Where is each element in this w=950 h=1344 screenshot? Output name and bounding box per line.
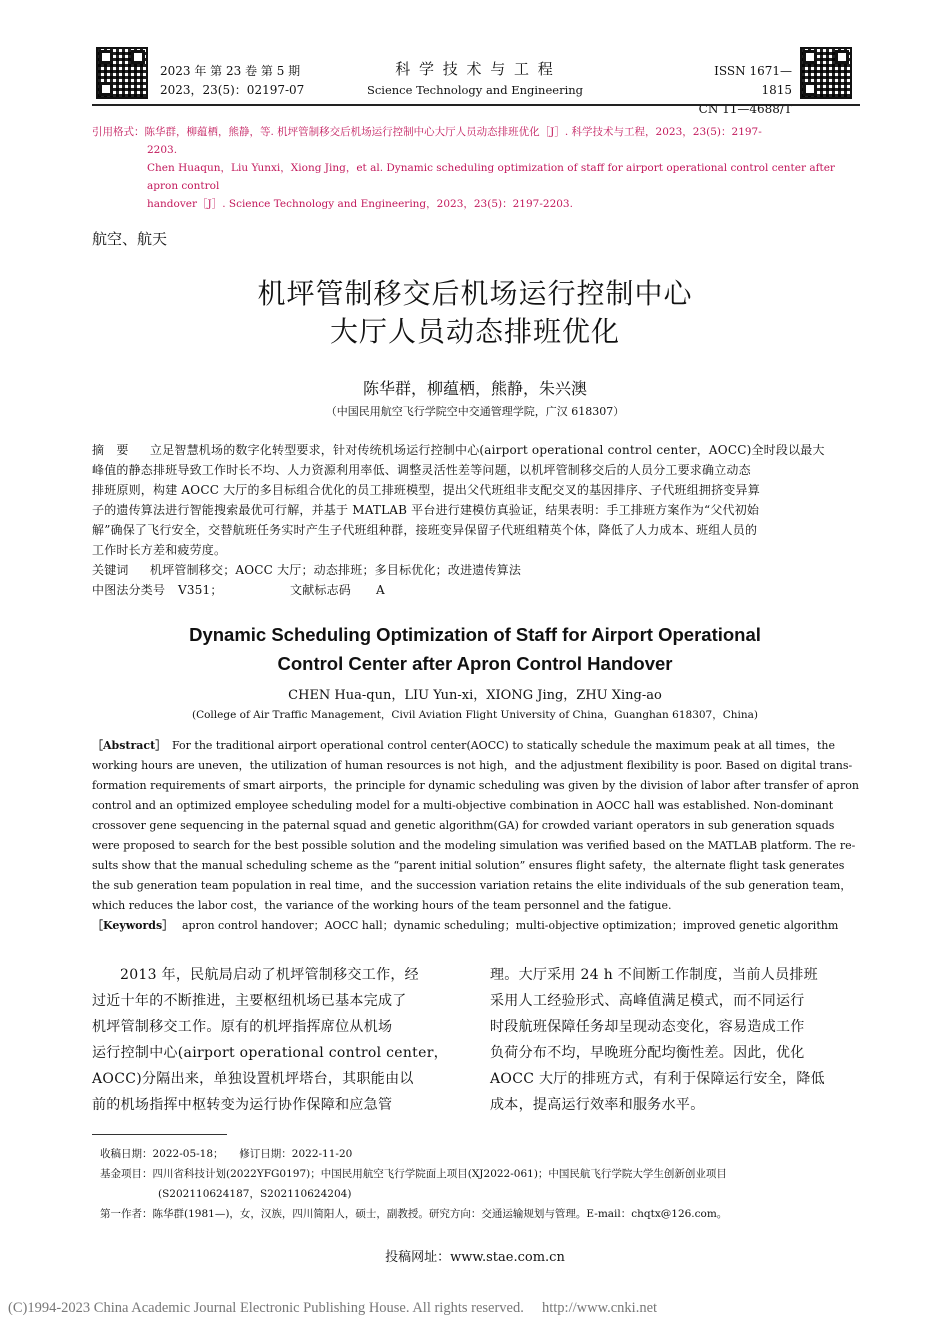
abstract-cn-line6: 工作时长方差和疲劳度。 (92, 543, 227, 557)
abstract-cn-line1: 立足智慧机场的数字化转型要求，针对传统机场运行控制中心(airport operational control center，AOCC)全时段以最大 (150, 443, 825, 457)
title-cn-line1: 机坪管制移交后机场运行控制中心 (257, 277, 693, 310)
abstract-cn-line5: 解”确保了飞行安全，交替航班任务实时产生子代班组种群，接班变异保留子代班组精英个体，降低了人力成本、班组人员的 (92, 523, 758, 537)
section-label: 航空、航天 (92, 230, 168, 248)
keywords-cn-text: 机坪管制移交；AOCC 大厅；动态排班；多目标优化；改进遗传算法 (150, 563, 522, 577)
body-right-line5: AOCC 大厅的排班方式，有利于保障运行安全，降低 (490, 1071, 825, 1087)
header-right-line1: ISSN 1671—1815 (714, 64, 792, 97)
keywords-en-label: ［Keywords］ (92, 919, 174, 932)
abstract-en-line2: working hours are uneven，the utilization of human resources is not high，and the adjustment flexibility is poor. Based on digital trans- (92, 759, 853, 772)
copyright-notice: (C)1994-2023 China Academic Journal Electronic Publishing House. All rights reserved. http://www.cnki.net (8, 1300, 658, 1316)
abstract-en-label: ［Abstract］ (92, 739, 167, 752)
submission-url: 投稿网址：www.stae.com.cn (385, 1250, 565, 1265)
body-right-line4: 负荷分布不均，早晚班分配均衡性差。因此，优化 (490, 1045, 805, 1061)
citation-line1: 引用格式：陈华群，柳蕴栖，熊静，等. 机坪管制移交后机场运行控制中心大厅人员动态排班优化［J］. 科学技术与工程，2023，23(5)：2197- (92, 126, 762, 138)
qr-code-left (96, 47, 148, 99)
body-left-line2: 过近十年的不断推进，主要枢纽机场已基本完成了 (92, 993, 407, 1009)
title-en (0, 620, 950, 678)
abstract-en-line4: control and an optimized employee scheduling model for a multi-objective combination in AOCC hall was established. Non-dominant (92, 799, 834, 812)
affiliation-en: (College of Air Traffic Management，Civil Aviation Flight University of China，Guanghan 618307，China) (191, 709, 759, 721)
title-cn (0, 275, 950, 351)
footnote-rule (92, 1134, 227, 1135)
header-left-line1: 2023 年 第 23 卷 第 5 期 (160, 64, 301, 78)
abstract-en-line9: which reduces the labor cost，the variance of the working hours of the team personnel and the fatigue. (92, 899, 672, 912)
header-rule (92, 104, 860, 106)
body-right-line1: 理。大厅采用 24 h 不间断工作制度，当前人员排班 (490, 967, 818, 983)
body-column-right (490, 962, 865, 1118)
clc-label: 中图法分类号 (92, 583, 166, 597)
citation-block (92, 123, 867, 213)
abstract-cn-line3: 排班原则，构建 AOCC 大厅的多目标组合优化的员工排班模型，提出父代班组非支配交叉的基因排序、子代班组拥挤变异算 (92, 483, 760, 497)
clc-value: V351； (178, 583, 223, 597)
abstract-cn-line4: 子的遗传算法进行智能搜索最优可行解，并基于 MATLAB 平台进行建模仿真验证，结果表明：手工排班方案作为“父代初始 (92, 503, 760, 517)
keywords-en-text: apron control handover；AOCC hall；dynamic scheduling；multi-objective optimization；improved genetic algorithm (182, 919, 839, 932)
header-right-line2: CN 11—4688/T (698, 102, 792, 116)
title-en-line1: Dynamic Scheduling Optimization of Staff for Airport Operational (189, 624, 761, 645)
citation-line4: handover［J］. Science Technology and Engineering，2023，23(5)：2197-2203. (147, 198, 573, 210)
body-right-line6: 成本，提高运行效率和服务水平。 (490, 1097, 705, 1113)
footnote-received: 收稿日期：2022-05-18； 修订日期：2022-11-20 (100, 1148, 353, 1160)
footnotes (100, 1144, 870, 1224)
header-journal-name (330, 60, 620, 100)
header-journal-en: Science Technology and Engineering (366, 83, 584, 97)
abstract-en-line8: the sub generation team population in real time，and the succession variation retains the elite individuals of the sub generation team， (92, 879, 852, 892)
citation-line3: Chen Huaqun，Liu Yunxi，Xiong Jing，et al. Dynamic scheduling optimization of staff for airport operational control center after apron control (147, 162, 835, 192)
body-column-left (92, 962, 462, 1118)
body-left-line4: 运行控制中心(airport operational control center， (92, 1045, 448, 1061)
doc-code-label: 文献标志码 (290, 583, 352, 597)
header-left-line2: 2023，23(5)：02197-07 (160, 83, 305, 97)
abstract-en (92, 736, 860, 936)
abstract-en-line7: sults show that the manual scheduling scheme as the “parent initial solution” ensures flight safety，the alternate flight task generates (92, 859, 845, 872)
footnote-fund-line1: 基金项目：四川省科技计划(2022YFG0197)；中国民用航空飞行学院面上项目(XJ2022-061)；中国民航飞行学院大学生创新创业项目 (100, 1168, 727, 1180)
header-issn (686, 62, 792, 119)
keywords-cn-label: 关键词 (92, 563, 129, 577)
doc-code-value: A (376, 583, 385, 597)
abstract-en-line3: formation requirements of smart airports，the principle for dynamic scheduling was given by the division of labor after transfer of apron (92, 779, 859, 792)
footnote-author: 第一作者：陈华群(1981—)，女，汉族，四川简阳人，硕士，副教授。研究方向：交通运输规划与管理。E-mail：chqtx@126.com。 (100, 1208, 728, 1220)
authors-en: CHEN Hua-qun，LIU Yun-xi，XIONG Jing，ZHU Xing-ao (288, 688, 662, 703)
body-right-line2: 采用人工经验形式、高峰值满足模式，而不同运行 (490, 993, 805, 1009)
header-issue-info (160, 62, 304, 100)
body-left-line5: AOCC)分隔出来，单独设置机坪塔台，其职能由以 (92, 1071, 414, 1087)
abstract-cn-label: 摘 要 (92, 443, 129, 457)
abstract-en-line6: were proposed to search for the best possible solution and the modeling simulation was verified based on the MATLAB platform. The re- (92, 839, 856, 852)
footnote-fund-line2: (S202110624187，S202110624204) (158, 1188, 352, 1200)
abstract-en-line5: crossover gene sequencing in the paternal squad and genetic algorithm(GA) for crowded variant operators in sub generation squads (92, 819, 835, 832)
body-right-line3: 时段航班保障任务却呈现动态变化，容易造成工作 (490, 1019, 805, 1035)
affiliation-cn: （中国民用航空飞行学院空中交通管理学院，广汉 618307） (325, 405, 625, 418)
abstract-en-line1: For the traditional airport operational control center(AOCC) to statically schedule the maximum peak at all times，the (172, 739, 835, 752)
body-left-line6: 前的机场指挥中枢转变为运行协作保障和应急管 (92, 1097, 393, 1113)
qr-code-right (800, 47, 852, 99)
title-cn-line2: 大厅人员动态排班优化 (329, 315, 620, 348)
abstract-cn (92, 440, 867, 600)
abstract-cn-line2: 峰值的静态排班导致工作时长不均、人力资源利用率低、调整灵活性差等问题，以机坪管制移交后的人员分工要求确立动态 (92, 463, 751, 477)
authors-cn: 陈华群，柳蕴栖，熊静，朱兴澳 (362, 379, 587, 398)
body-left-line3: 机坪管制移交工作。原有的机坪指挥席位从机场 (92, 1019, 393, 1035)
header-journal-cn: 科 学 技 术 与 工 程 (395, 60, 555, 78)
title-en-line2: Control Center after Apron Control Handover (277, 653, 673, 674)
citation-line2: 2203. (147, 144, 178, 156)
body-left-line1: 2013 年，民航局启动了机坪管制移交工作，经 (120, 967, 419, 983)
